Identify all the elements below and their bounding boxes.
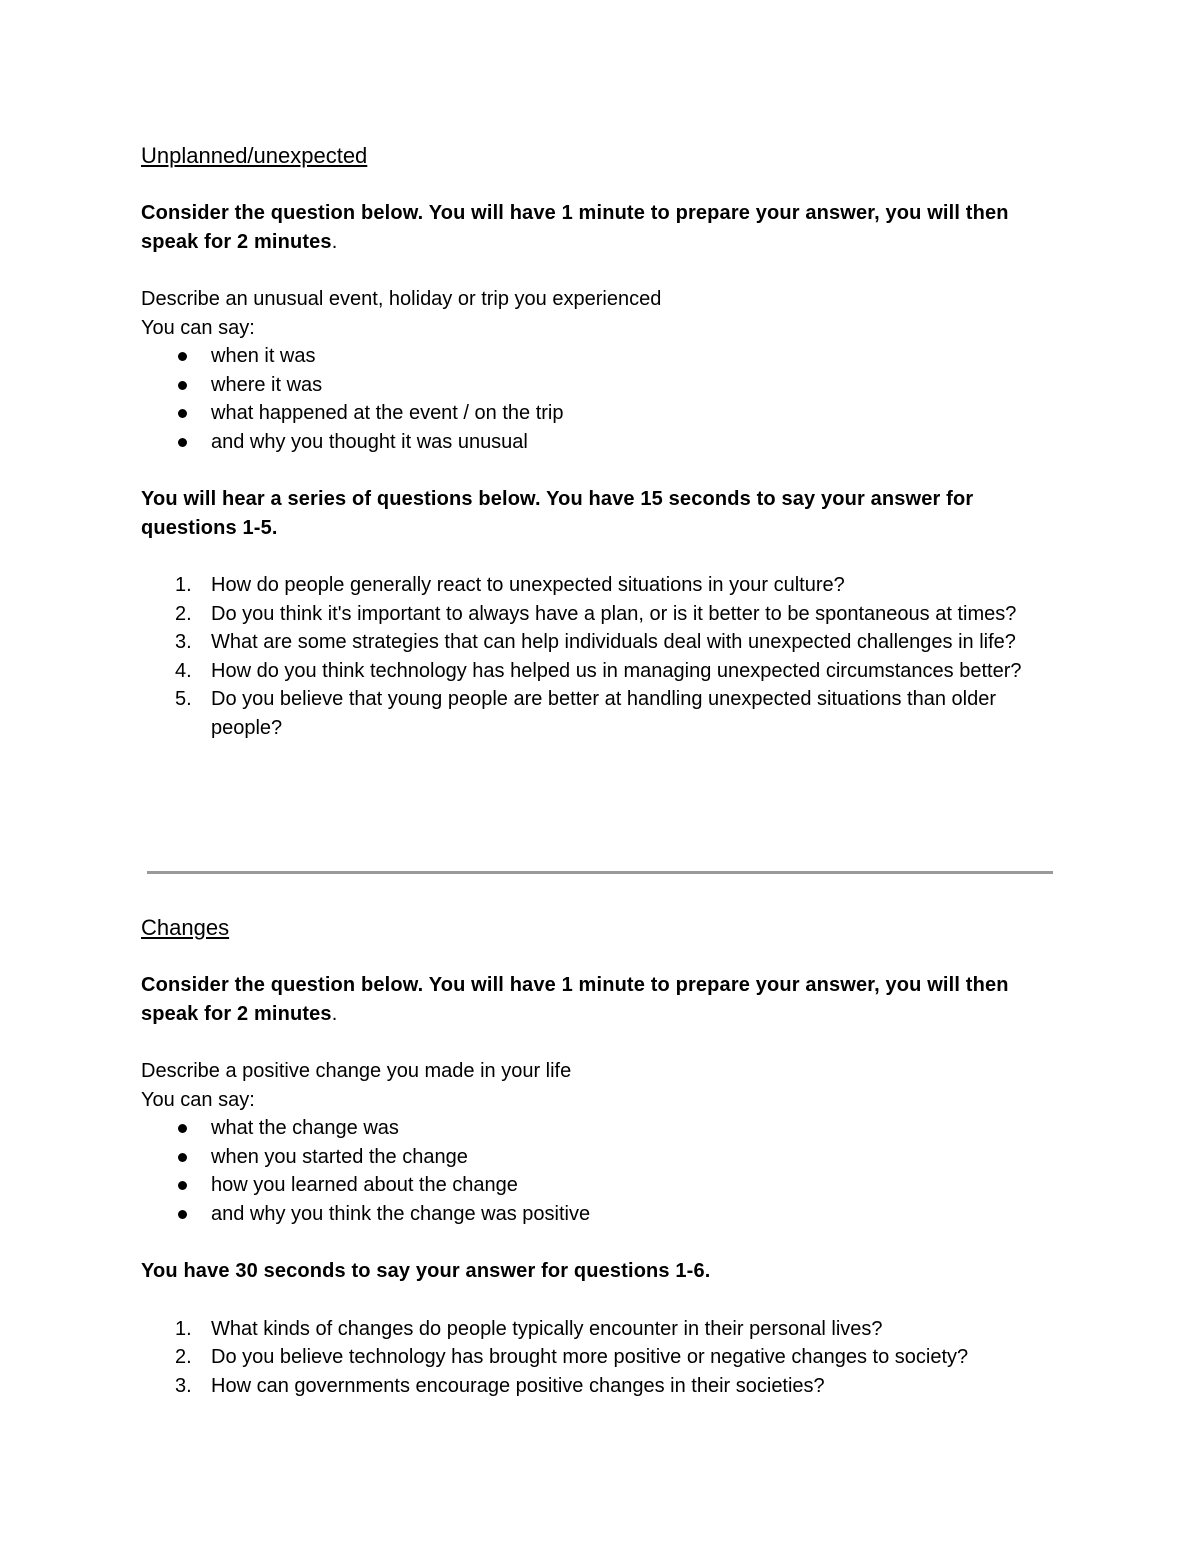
question-item [141, 1372, 1071, 1401]
question-number: 2. [175, 602, 192, 625]
questions-intro: You have 30 seconds to say your answer for questions 1-6. [141, 1260, 711, 1282]
question-item [141, 657, 1071, 686]
section-unplanned [141, 140, 1071, 742]
bullet-icon [178, 409, 187, 418]
bullet-text: what happened at the event / on the trip [211, 402, 564, 424]
question-text: Do you believe that young people are better at handling unexpected situations than older people? [211, 688, 996, 739]
bullet-text: when you started the change [211, 1145, 468, 1168]
instruction-bold: Consider the question below. You will have 1 minute to prepare your answer, you will then speak for 2 minutes [141, 202, 1009, 253]
bullet-icon [178, 381, 187, 390]
question-number: 2. [175, 1346, 192, 1368]
instruction-text [141, 199, 1071, 256]
list-item [141, 342, 1071, 371]
bullet-icon [178, 438, 187, 447]
list-item [141, 1171, 1071, 1200]
bullet-text: when it was [211, 345, 316, 367]
instruction-text [141, 971, 1071, 1028]
question-text: What kinds of changes do people typically encounter in their personal lives? [211, 1317, 883, 1340]
bullet-text: and why you thought it was unusual [211, 430, 528, 453]
question-number: 5. [175, 688, 192, 710]
question-text: Do you think it's important to always have a plan, or is it better to be spontaneous at times? [211, 602, 1017, 625]
bullet-icon [178, 1153, 187, 1162]
cue-card-prompt: Describe an unusual event, holiday or trip you experienced [141, 288, 662, 310]
list-item [141, 1200, 1071, 1229]
question-text: What are some strategies that can help individuals deal with unexpected challenges in life? [211, 631, 1016, 653]
bullet-text: where it was [211, 373, 323, 396]
section-heading: Changes [141, 915, 230, 940]
questions-intro: You will hear a series of questions below. You have 15 seconds to say your answer for questions 1-5. [141, 488, 974, 539]
horizontal-divider [147, 871, 1053, 874]
bullet-list [141, 1114, 1071, 1228]
bullet-text: how you learned about the change [211, 1174, 518, 1196]
question-number: 3. [175, 631, 192, 653]
list-item [141, 371, 1071, 400]
question-text: How do people generally react to unexpected situations in your culture? [211, 574, 845, 596]
bullet-text: what the change was [211, 1117, 399, 1139]
bullet-icon [178, 1210, 187, 1219]
question-item [141, 685, 1071, 742]
instruction-tail: . [331, 1002, 338, 1025]
you-can-say-label: You can say: [141, 1088, 255, 1111]
list-item [141, 1143, 1071, 1172]
section-changes [141, 912, 1071, 1400]
question-number: 1. [175, 1317, 192, 1340]
question-item [141, 1315, 1071, 1344]
question-text: How can governments encourage positive changes in their societies? [211, 1374, 825, 1397]
section-heading: Unplanned/unexpected [141, 143, 368, 168]
question-text: Do you believe technology has brought more positive or negative changes to society? [211, 1346, 969, 1368]
list-item [141, 399, 1071, 428]
cue-card-prompt: Describe a positive change you made in your life [141, 1060, 572, 1082]
instruction-bold: Consider the question below. You will have 1 minute to prepare your answer, you will then speak for 2 minutes [141, 974, 1009, 1025]
question-text: How do you think technology has helped us in managing unexpected circumstances better? [211, 659, 1022, 682]
question-number: 1. [175, 574, 192, 596]
instruction-tail: . [331, 230, 338, 253]
bullet-icon [178, 1124, 187, 1133]
question-item [141, 571, 1071, 600]
question-item [141, 1343, 1071, 1372]
list-item [141, 1114, 1071, 1143]
question-item [141, 600, 1071, 629]
question-list [141, 1315, 1071, 1401]
bullet-text: and why you think the change was positive [211, 1202, 591, 1225]
question-number: 3. [175, 1374, 192, 1397]
list-item [141, 428, 1071, 457]
bullet-icon [178, 1181, 187, 1190]
question-number: 4. [175, 659, 192, 682]
bullet-icon [178, 352, 187, 361]
you-can-say-label: You can say: [141, 316, 255, 339]
bullet-list [141, 342, 1071, 456]
question-list [141, 571, 1071, 742]
question-item [141, 628, 1071, 657]
